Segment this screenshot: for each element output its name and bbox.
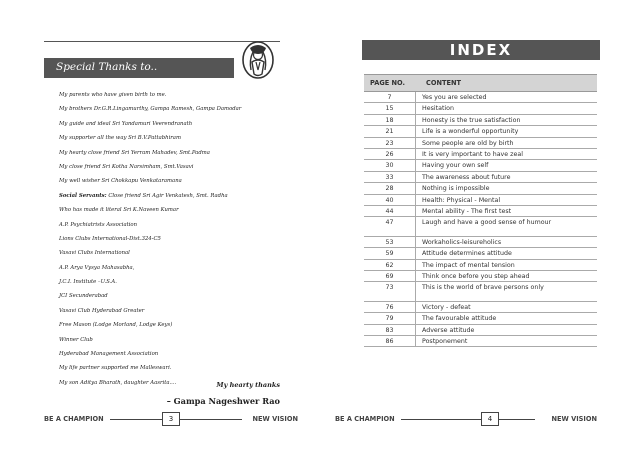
table-row bbox=[364, 103, 597, 114]
table-row bbox=[364, 115, 597, 126]
row-page-number: 21 bbox=[364, 126, 416, 136]
row-content: Postponement bbox=[422, 338, 468, 346]
row-content: Laugh and have a good sense of humour bbox=[422, 219, 552, 227]
row-page-number: 7 bbox=[364, 92, 416, 102]
footer-rule bbox=[499, 419, 535, 420]
table-row bbox=[364, 217, 597, 237]
row-page-number: 79 bbox=[364, 313, 416, 323]
table-row bbox=[364, 325, 597, 336]
hearty-thanks-text: My hearty thanks bbox=[216, 381, 280, 389]
list-item: Lions Clubs International-Dist.324-C5 bbox=[59, 235, 161, 242]
row-content: Hesitation bbox=[422, 105, 455, 113]
row-page-number: 30 bbox=[364, 160, 416, 170]
list-item: My guide and ideal Sri Yandamuri Veerendranath bbox=[59, 120, 193, 127]
footer-rule bbox=[180, 419, 242, 420]
list-item: My life partner supported me Malleswari. bbox=[59, 365, 172, 372]
row-page-number: 26 bbox=[364, 149, 416, 159]
list-item: A.P. Arya Vysya Mahasabha, bbox=[59, 264, 135, 271]
list-item: Vasavi Clubs International bbox=[59, 250, 130, 257]
list-item: My hearty close friend Sri Yerram Mahadev, Smt.Padma bbox=[59, 149, 210, 156]
row-page-number: 73 bbox=[364, 282, 416, 301]
right-page bbox=[319, 0, 638, 451]
row-page-number: 76 bbox=[364, 302, 416, 312]
row-page-number: 62 bbox=[364, 260, 416, 270]
row-page-number: 59 bbox=[364, 248, 416, 258]
row-page-number: 86 bbox=[364, 336, 416, 346]
row-content: It is very important to have zeal bbox=[422, 150, 523, 158]
table-row bbox=[364, 195, 597, 206]
list-item: My well wisher Sri Chokkapu Venkataramana bbox=[59, 178, 182, 185]
index-rows bbox=[364, 92, 597, 347]
row-content: Adverse attitude bbox=[422, 326, 475, 334]
list-item: Hyderabad Management Association bbox=[59, 351, 159, 358]
row-content: The impact of mental tension bbox=[422, 261, 515, 269]
list-item: A.P. Psychiatrists Association bbox=[59, 221, 138, 228]
social-servants-label: Social Servants: bbox=[59, 192, 107, 199]
row-page-number: 15 bbox=[364, 103, 416, 113]
index-banner: INDEX bbox=[362, 40, 600, 60]
column-header-page: PAGE NO. bbox=[370, 79, 406, 87]
row-content: Having your own self bbox=[422, 162, 489, 170]
row-content: Victory - defeat bbox=[422, 303, 471, 311]
row-page-number: 28 bbox=[364, 183, 416, 193]
left-footer bbox=[44, 412, 298, 426]
row-content: Think once before you step ahead bbox=[422, 272, 530, 280]
footer-right-text: NEW VISION bbox=[252, 415, 298, 423]
table-row bbox=[364, 248, 597, 259]
list-item: My parents who have given birth to me. bbox=[59, 92, 167, 98]
table-row bbox=[364, 92, 597, 103]
table-row bbox=[364, 172, 597, 183]
right-footer bbox=[335, 412, 597, 426]
page-number: 3 bbox=[162, 412, 180, 426]
list-item: Free Mason (Lodge Morland, Lodge Keys) bbox=[59, 322, 173, 329]
row-page-number: 40 bbox=[364, 195, 416, 205]
social-servants-text: Close friend Sri Agir Venkatesh, Smt. Radha bbox=[108, 192, 228, 199]
footer-right-text: NEW VISION bbox=[551, 415, 597, 423]
list-item: J.C.I. Institute –U.S.A. bbox=[59, 279, 117, 286]
index-header-row bbox=[364, 74, 597, 92]
list-item: My close friend Sri Kotha Narsimham, Smt.Vasavi bbox=[59, 163, 194, 170]
list-item: My son Aditya Bharath, daughter Aasrita.... bbox=[59, 379, 177, 386]
table-row bbox=[364, 237, 597, 248]
row-page-number: 18 bbox=[364, 115, 416, 125]
thanks-list bbox=[59, 88, 289, 390]
row-content: The favourable attitude bbox=[422, 315, 497, 323]
row-page-number: 83 bbox=[364, 325, 416, 335]
table-row bbox=[364, 282, 597, 302]
table-row bbox=[364, 138, 597, 149]
footer-rule bbox=[401, 419, 481, 420]
row-page-number: 33 bbox=[364, 172, 416, 182]
table-row bbox=[364, 160, 597, 171]
praying-figure-icon bbox=[240, 40, 276, 80]
row-content: Workaholics-leisureholics bbox=[422, 238, 502, 246]
footer-left-text: BE A CHAMPION bbox=[335, 415, 395, 423]
list-item: JCI Secunderabad bbox=[59, 293, 108, 300]
list-item: Winner Club bbox=[59, 336, 93, 343]
index-table bbox=[364, 74, 597, 347]
table-row bbox=[364, 313, 597, 324]
list-item: Vasavi Club Hyderabad Greater bbox=[59, 307, 145, 314]
special-thanks-title: Special Thanks to.. bbox=[56, 61, 158, 73]
row-page-number: 69 bbox=[364, 271, 416, 281]
row-content: Nothing is impossible bbox=[422, 185, 490, 193]
table-row bbox=[364, 126, 597, 137]
list-item: My brothers Dr.G.R.Lingamurthy, Gampa Ramesh, Gampa Damodar bbox=[59, 106, 242, 113]
list-item: My supporter all the way Sri B.V.Pattabhiram bbox=[59, 135, 181, 142]
table-row bbox=[364, 336, 597, 347]
row-page-number: 53 bbox=[364, 237, 416, 247]
row-page-number: 44 bbox=[364, 206, 416, 216]
table-row bbox=[364, 206, 597, 217]
row-content: Honesty is the true satisfaction bbox=[422, 116, 521, 124]
table-row bbox=[364, 183, 597, 194]
footer-left-text: BE A CHAMPION bbox=[44, 415, 104, 423]
page-number: 4 bbox=[481, 412, 499, 426]
list-item bbox=[59, 189, 289, 203]
author-signature: – Gampa Nageshwer Rao bbox=[166, 396, 280, 406]
row-page-number: 23 bbox=[364, 138, 416, 148]
row-content: Yes you are selected bbox=[422, 94, 487, 101]
row-content: This is the world of brave persons only bbox=[422, 284, 544, 292]
row-content: Health: Physical - Mental bbox=[422, 196, 501, 204]
table-row bbox=[364, 260, 597, 271]
list-item: Who has made it literal Sri K.Naveen Kumar bbox=[59, 207, 179, 214]
row-content: Life is a wonderful opportunity bbox=[422, 128, 519, 136]
row-page-number: 47 bbox=[364, 217, 416, 236]
table-row bbox=[364, 271, 597, 282]
table-row bbox=[364, 149, 597, 160]
row-content: Attitude determines attitude bbox=[422, 250, 512, 258]
special-thanks-banner bbox=[44, 58, 234, 78]
column-header-content: CONTENT bbox=[426, 79, 461, 87]
row-content: The awareness about future bbox=[422, 173, 511, 181]
footer-rule bbox=[110, 419, 162, 420]
row-content: Mental ability - The first test bbox=[422, 207, 512, 215]
row-content: Some people are old by birth bbox=[422, 139, 514, 147]
table-row bbox=[364, 302, 597, 313]
